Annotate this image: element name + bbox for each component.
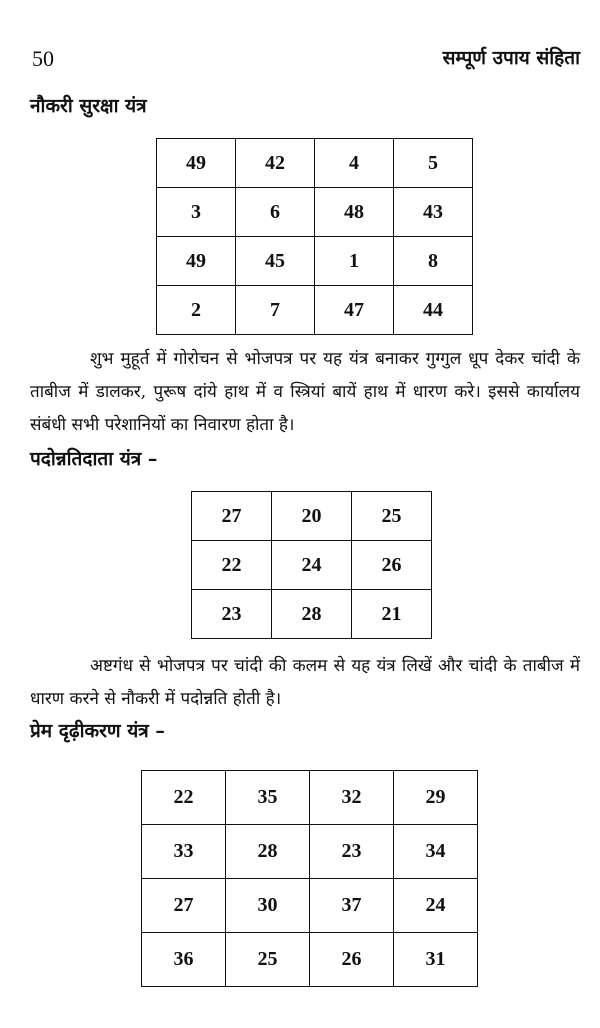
- grid-cell: 7: [236, 286, 315, 335]
- grid-cell: 33: [142, 825, 226, 879]
- grid-cell: 43: [394, 188, 473, 237]
- grid-cell: 22: [142, 771, 226, 825]
- section-heading-promotion: पदोन्नतिदाता यंत्र –: [30, 448, 158, 470]
- grid-cell: 26: [310, 933, 394, 987]
- grid-cell: 8: [394, 237, 473, 286]
- grid-cell: 48: [315, 188, 394, 237]
- grid-cell: 2: [157, 286, 236, 335]
- grid-cell: 28: [226, 825, 310, 879]
- grid-cell: 36: [142, 933, 226, 987]
- paragraph: शुभ मुहूर्त में गोरोचन से भोजपत्र पर यह यंत्र बनाकर गुग्गुल धूप देकर चांदी के ताबीज में डालकर, पुरूष दांये हाथ में व स्त्रियां बायें हाथ में धारण करे। इससे कार्यालय संबंधी सभी परेशानियों का निवारण होता है।: [30, 349, 580, 435]
- grid-row: [157, 286, 473, 335]
- page-number: 50: [32, 46, 54, 71]
- grid-cell: 49: [157, 237, 236, 286]
- grid-cell: 23: [310, 825, 394, 879]
- grid-cell: 29: [394, 771, 478, 825]
- grid-cell: 24: [272, 541, 352, 590]
- promotion-yantra-grid: [191, 491, 432, 639]
- grid-row: [142, 825, 478, 879]
- love-strengthening-yantra-grid: [141, 770, 478, 987]
- grid-cell: 1: [315, 237, 394, 286]
- grid-cell: 42: [236, 139, 315, 188]
- grid-cell: 22: [192, 541, 272, 590]
- grid-row: [192, 541, 432, 590]
- grid-row: [142, 933, 478, 987]
- grid-cell: 31: [394, 933, 478, 987]
- job-security-yantra-grid: [156, 138, 473, 335]
- grid-cell: 23: [192, 590, 272, 639]
- grid-row: [157, 188, 473, 237]
- section-heading-job-security: नौकरी सुरक्षा यंत्र: [30, 95, 147, 117]
- grid-row: [192, 492, 432, 541]
- promotion-description: [30, 650, 580, 716]
- grid-cell: 44: [394, 286, 473, 335]
- grid-cell: 47: [315, 286, 394, 335]
- grid-cell: 6: [236, 188, 315, 237]
- grid-cell: 4: [315, 139, 394, 188]
- grid-cell: 30: [226, 879, 310, 933]
- grid-row: [192, 590, 432, 639]
- grid-cell: 27: [142, 879, 226, 933]
- grid-cell: 45: [236, 237, 315, 286]
- grid-cell: 24: [394, 879, 478, 933]
- grid-cell: 5: [394, 139, 473, 188]
- grid-row: [157, 139, 473, 188]
- grid-cell: 25: [226, 933, 310, 987]
- grid-cell: 25: [352, 492, 432, 541]
- running-head: सम्पूर्ण उपाय संहिता: [442, 47, 580, 69]
- grid-row: [142, 771, 478, 825]
- grid-cell: 32: [310, 771, 394, 825]
- grid-cell: 27: [192, 492, 272, 541]
- grid-cell: 34: [394, 825, 478, 879]
- grid-row: [142, 879, 478, 933]
- grid-cell: 20: [272, 492, 352, 541]
- grid-row: [157, 237, 473, 286]
- job-security-description: [30, 343, 580, 442]
- grid-cell: 3: [157, 188, 236, 237]
- paragraph: अष्टगंध से भोजपत्र पर चांदी की कलम से यह यंत्र लिखें और चांदी के ताबीज में धारण करने से नौकरी में पदोन्नति होती है।: [30, 656, 580, 709]
- grid-cell: 28: [272, 590, 352, 639]
- grid-cell: 37: [310, 879, 394, 933]
- grid-cell: 49: [157, 139, 236, 188]
- grid-cell: 26: [352, 541, 432, 590]
- section-heading-love-strengthening: प्रेम दृढ़ीकरण यंत्र –: [30, 720, 165, 742]
- grid-cell: 21: [352, 590, 432, 639]
- grid-cell: 35: [226, 771, 310, 825]
